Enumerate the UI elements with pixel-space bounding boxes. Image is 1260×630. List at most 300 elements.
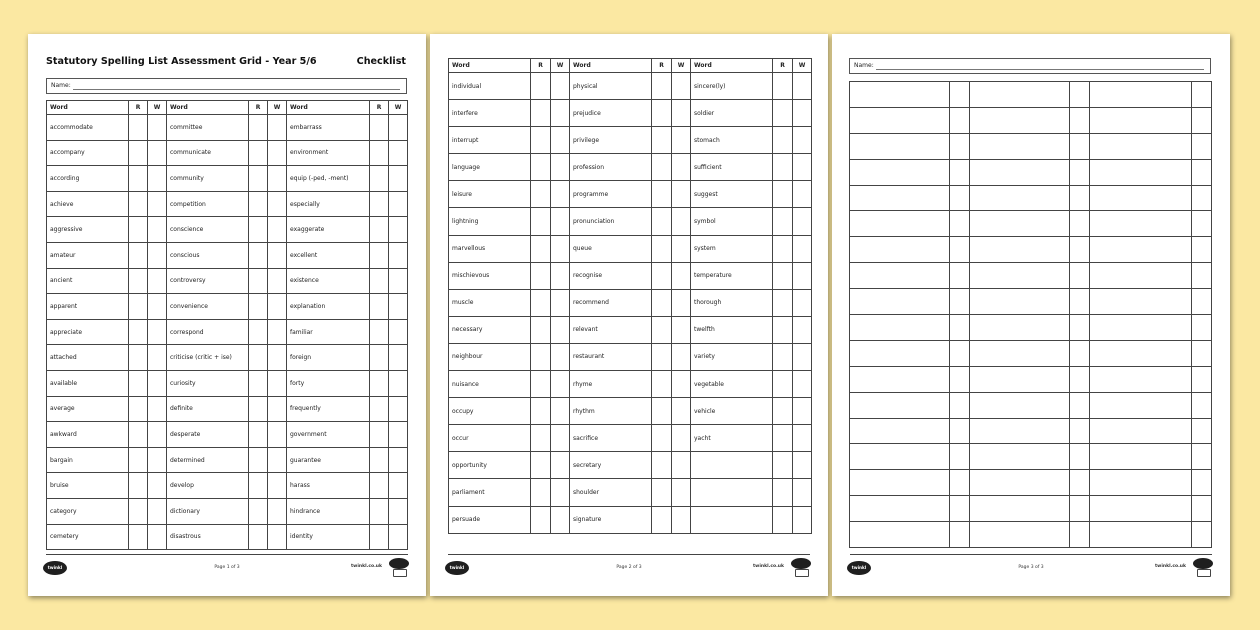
- read-checkbox-cell[interactable]: [249, 370, 268, 396]
- write-checkbox-cell[interactable]: [268, 345, 287, 371]
- blank-word-cell[interactable]: [850, 392, 950, 418]
- read-checkbox-cell[interactable]: [773, 154, 793, 181]
- write-checkbox-cell[interactable]: [672, 452, 691, 479]
- blank-word-cell[interactable]: [1090, 237, 1192, 263]
- blank-check-cell[interactable]: [1192, 470, 1212, 496]
- blank-word-cell[interactable]: [970, 289, 1070, 315]
- write-checkbox-cell[interactable]: [551, 398, 570, 425]
- write-checkbox-cell[interactable]: [148, 396, 167, 422]
- write-checkbox-cell[interactable]: [148, 294, 167, 320]
- blank-word-cell[interactable]: [850, 340, 950, 366]
- blank-word-cell[interactable]: [850, 470, 950, 496]
- read-checkbox-cell[interactable]: [652, 371, 672, 398]
- read-checkbox-cell[interactable]: [652, 154, 672, 181]
- read-checkbox-cell[interactable]: [531, 73, 551, 100]
- blank-word-cell[interactable]: [1090, 159, 1192, 185]
- blank-check-cell[interactable]: [950, 211, 970, 237]
- write-checkbox-cell[interactable]: [551, 181, 570, 208]
- blank-check-cell[interactable]: [1192, 133, 1212, 159]
- read-checkbox-cell[interactable]: [129, 422, 148, 448]
- write-checkbox-cell[interactable]: [551, 316, 570, 343]
- read-checkbox-cell[interactable]: [249, 242, 268, 268]
- blank-word-cell[interactable]: [850, 418, 950, 444]
- write-checkbox-cell[interactable]: [268, 140, 287, 166]
- blank-check-cell[interactable]: [1192, 82, 1212, 108]
- write-checkbox-cell[interactable]: [551, 289, 570, 316]
- write-checkbox-cell[interactable]: [268, 115, 287, 141]
- read-checkbox-cell[interactable]: [370, 524, 389, 550]
- write-checkbox-cell[interactable]: [672, 127, 691, 154]
- blank-check-cell[interactable]: [950, 340, 970, 366]
- write-checkbox-cell[interactable]: [389, 498, 408, 524]
- read-checkbox-cell[interactable]: [249, 294, 268, 320]
- write-checkbox-cell[interactable]: [389, 447, 408, 473]
- blank-check-cell[interactable]: [1070, 263, 1090, 289]
- read-checkbox-cell[interactable]: [652, 343, 672, 370]
- blank-check-cell[interactable]: [1070, 159, 1090, 185]
- write-checkbox-cell[interactable]: [672, 208, 691, 235]
- read-checkbox-cell[interactable]: [249, 447, 268, 473]
- blank-check-cell[interactable]: [950, 185, 970, 211]
- read-checkbox-cell[interactable]: [652, 208, 672, 235]
- blank-word-cell[interactable]: [970, 392, 1070, 418]
- write-checkbox-cell[interactable]: [268, 191, 287, 217]
- name-field[interactable]: [849, 58, 1211, 74]
- write-checkbox-cell[interactable]: [148, 191, 167, 217]
- write-checkbox-cell[interactable]: [793, 425, 812, 452]
- blank-word-cell[interactable]: [970, 366, 1070, 392]
- write-checkbox-cell[interactable]: [148, 422, 167, 448]
- blank-word-cell[interactable]: [1090, 496, 1192, 522]
- write-checkbox-cell[interactable]: [551, 208, 570, 235]
- read-checkbox-cell[interactable]: [531, 181, 551, 208]
- write-checkbox-cell[interactable]: [672, 398, 691, 425]
- read-checkbox-cell[interactable]: [773, 506, 793, 533]
- write-checkbox-cell[interactable]: [551, 262, 570, 289]
- read-checkbox-cell[interactable]: [249, 191, 268, 217]
- blank-word-cell[interactable]: [1090, 211, 1192, 237]
- write-checkbox-cell[interactable]: [268, 294, 287, 320]
- write-checkbox-cell[interactable]: [389, 524, 408, 550]
- write-checkbox-cell[interactable]: [148, 140, 167, 166]
- read-checkbox-cell[interactable]: [370, 473, 389, 499]
- read-checkbox-cell[interactable]: [370, 115, 389, 141]
- read-checkbox-cell[interactable]: [249, 473, 268, 499]
- blank-check-cell[interactable]: [1070, 496, 1090, 522]
- blank-word-cell[interactable]: [970, 470, 1070, 496]
- blank-check-cell[interactable]: [950, 289, 970, 315]
- read-checkbox-cell[interactable]: [129, 498, 148, 524]
- blank-check-cell[interactable]: [950, 237, 970, 263]
- blank-check-cell[interactable]: [950, 315, 970, 341]
- blank-check-cell[interactable]: [950, 470, 970, 496]
- read-checkbox-cell[interactable]: [370, 217, 389, 243]
- blank-word-cell[interactable]: [850, 107, 950, 133]
- read-checkbox-cell[interactable]: [129, 115, 148, 141]
- write-checkbox-cell[interactable]: [551, 127, 570, 154]
- write-checkbox-cell[interactable]: [793, 452, 812, 479]
- read-checkbox-cell[interactable]: [249, 422, 268, 448]
- blank-word-cell[interactable]: [850, 315, 950, 341]
- read-checkbox-cell[interactable]: [773, 398, 793, 425]
- blank-check-cell[interactable]: [1192, 496, 1212, 522]
- blank-check-cell[interactable]: [1070, 418, 1090, 444]
- write-checkbox-cell[interactable]: [672, 425, 691, 452]
- blank-check-cell[interactable]: [1070, 237, 1090, 263]
- blank-word-cell[interactable]: [850, 133, 950, 159]
- blank-check-cell[interactable]: [950, 496, 970, 522]
- blank-check-cell[interactable]: [1192, 159, 1212, 185]
- read-checkbox-cell[interactable]: [652, 506, 672, 533]
- blank-word-cell[interactable]: [1090, 315, 1192, 341]
- read-checkbox-cell[interactable]: [773, 343, 793, 370]
- blank-check-cell[interactable]: [950, 366, 970, 392]
- blank-word-cell[interactable]: [1090, 522, 1192, 548]
- read-checkbox-cell[interactable]: [531, 208, 551, 235]
- write-checkbox-cell[interactable]: [793, 235, 812, 262]
- write-checkbox-cell[interactable]: [268, 242, 287, 268]
- write-checkbox-cell[interactable]: [793, 316, 812, 343]
- blank-word-cell[interactable]: [1090, 418, 1192, 444]
- write-checkbox-cell[interactable]: [389, 473, 408, 499]
- write-checkbox-cell[interactable]: [268, 166, 287, 192]
- blank-word-cell[interactable]: [970, 82, 1070, 108]
- write-checkbox-cell[interactable]: [268, 473, 287, 499]
- blank-word-cell[interactable]: [1090, 185, 1192, 211]
- read-checkbox-cell[interactable]: [531, 506, 551, 533]
- read-checkbox-cell[interactable]: [129, 294, 148, 320]
- read-checkbox-cell[interactable]: [652, 289, 672, 316]
- read-checkbox-cell[interactable]: [249, 524, 268, 550]
- write-checkbox-cell[interactable]: [793, 154, 812, 181]
- blank-word-cell[interactable]: [970, 522, 1070, 548]
- read-checkbox-cell[interactable]: [773, 181, 793, 208]
- blank-word-cell[interactable]: [970, 444, 1070, 470]
- read-checkbox-cell[interactable]: [531, 154, 551, 181]
- write-checkbox-cell[interactable]: [389, 319, 408, 345]
- write-checkbox-cell[interactable]: [793, 73, 812, 100]
- write-checkbox-cell[interactable]: [793, 208, 812, 235]
- read-checkbox-cell[interactable]: [652, 127, 672, 154]
- write-checkbox-cell[interactable]: [551, 343, 570, 370]
- write-checkbox-cell[interactable]: [672, 154, 691, 181]
- read-checkbox-cell[interactable]: [249, 498, 268, 524]
- write-checkbox-cell[interactable]: [389, 422, 408, 448]
- read-checkbox-cell[interactable]: [773, 452, 793, 479]
- blank-check-cell[interactable]: [1070, 107, 1090, 133]
- read-checkbox-cell[interactable]: [129, 370, 148, 396]
- blank-check-cell[interactable]: [950, 444, 970, 470]
- read-checkbox-cell[interactable]: [531, 100, 551, 127]
- write-checkbox-cell[interactable]: [148, 217, 167, 243]
- read-checkbox-cell[interactable]: [249, 345, 268, 371]
- write-checkbox-cell[interactable]: [672, 371, 691, 398]
- read-checkbox-cell[interactable]: [370, 396, 389, 422]
- write-checkbox-cell[interactable]: [268, 524, 287, 550]
- read-checkbox-cell[interactable]: [370, 191, 389, 217]
- write-checkbox-cell[interactable]: [793, 289, 812, 316]
- read-checkbox-cell[interactable]: [773, 371, 793, 398]
- read-checkbox-cell[interactable]: [652, 398, 672, 425]
- blank-word-cell[interactable]: [970, 211, 1070, 237]
- read-checkbox-cell[interactable]: [531, 262, 551, 289]
- blank-check-cell[interactable]: [1070, 185, 1090, 211]
- blank-word-cell[interactable]: [1090, 82, 1192, 108]
- write-checkbox-cell[interactable]: [148, 115, 167, 141]
- read-checkbox-cell[interactable]: [249, 115, 268, 141]
- blank-word-cell[interactable]: [970, 237, 1070, 263]
- blank-word-cell[interactable]: [970, 315, 1070, 341]
- read-checkbox-cell[interactable]: [370, 140, 389, 166]
- write-checkbox-cell[interactable]: [148, 473, 167, 499]
- write-checkbox-cell[interactable]: [148, 242, 167, 268]
- write-checkbox-cell[interactable]: [148, 498, 167, 524]
- blank-check-cell[interactable]: [1192, 107, 1212, 133]
- blank-word-cell[interactable]: [1090, 263, 1192, 289]
- read-checkbox-cell[interactable]: [652, 181, 672, 208]
- write-checkbox-cell[interactable]: [389, 191, 408, 217]
- read-checkbox-cell[interactable]: [652, 452, 672, 479]
- read-checkbox-cell[interactable]: [531, 479, 551, 506]
- read-checkbox-cell[interactable]: [370, 498, 389, 524]
- write-checkbox-cell[interactable]: [551, 371, 570, 398]
- read-checkbox-cell[interactable]: [531, 398, 551, 425]
- blank-check-cell[interactable]: [950, 392, 970, 418]
- write-checkbox-cell[interactable]: [793, 127, 812, 154]
- blank-word-cell[interactable]: [1090, 366, 1192, 392]
- read-checkbox-cell[interactable]: [129, 140, 148, 166]
- write-checkbox-cell[interactable]: [551, 479, 570, 506]
- blank-check-cell[interactable]: [1192, 522, 1212, 548]
- read-checkbox-cell[interactable]: [531, 289, 551, 316]
- write-checkbox-cell[interactable]: [793, 398, 812, 425]
- blank-check-cell[interactable]: [1192, 366, 1212, 392]
- read-checkbox-cell[interactable]: [129, 166, 148, 192]
- write-checkbox-cell[interactable]: [148, 345, 167, 371]
- write-checkbox-cell[interactable]: [389, 115, 408, 141]
- blank-check-cell[interactable]: [1070, 289, 1090, 315]
- blank-word-cell[interactable]: [970, 185, 1070, 211]
- read-checkbox-cell[interactable]: [773, 479, 793, 506]
- read-checkbox-cell[interactable]: [370, 268, 389, 294]
- read-checkbox-cell[interactable]: [249, 217, 268, 243]
- read-checkbox-cell[interactable]: [531, 425, 551, 452]
- write-checkbox-cell[interactable]: [672, 235, 691, 262]
- blank-check-cell[interactable]: [1192, 315, 1212, 341]
- read-checkbox-cell[interactable]: [129, 319, 148, 345]
- blank-check-cell[interactable]: [950, 263, 970, 289]
- write-checkbox-cell[interactable]: [672, 262, 691, 289]
- read-checkbox-cell[interactable]: [652, 73, 672, 100]
- read-checkbox-cell[interactable]: [370, 345, 389, 371]
- blank-word-cell[interactable]: [1090, 107, 1192, 133]
- read-checkbox-cell[interactable]: [129, 473, 148, 499]
- blank-check-cell[interactable]: [1070, 444, 1090, 470]
- write-checkbox-cell[interactable]: [793, 371, 812, 398]
- read-checkbox-cell[interactable]: [249, 396, 268, 422]
- blank-word-cell[interactable]: [850, 237, 950, 263]
- write-checkbox-cell[interactable]: [268, 319, 287, 345]
- blank-check-cell[interactable]: [1192, 340, 1212, 366]
- write-checkbox-cell[interactable]: [389, 140, 408, 166]
- read-checkbox-cell[interactable]: [773, 316, 793, 343]
- blank-word-cell[interactable]: [1090, 340, 1192, 366]
- write-checkbox-cell[interactable]: [389, 370, 408, 396]
- blank-check-cell[interactable]: [1070, 366, 1090, 392]
- read-checkbox-cell[interactable]: [129, 242, 148, 268]
- read-checkbox-cell[interactable]: [531, 127, 551, 154]
- blank-check-cell[interactable]: [1192, 211, 1212, 237]
- write-checkbox-cell[interactable]: [148, 166, 167, 192]
- read-checkbox-cell[interactable]: [129, 396, 148, 422]
- read-checkbox-cell[interactable]: [531, 316, 551, 343]
- write-checkbox-cell[interactable]: [551, 154, 570, 181]
- write-checkbox-cell[interactable]: [793, 100, 812, 127]
- read-checkbox-cell[interactable]: [370, 370, 389, 396]
- write-checkbox-cell[interactable]: [551, 100, 570, 127]
- read-checkbox-cell[interactable]: [129, 217, 148, 243]
- blank-word-cell[interactable]: [850, 211, 950, 237]
- blank-check-cell[interactable]: [1070, 392, 1090, 418]
- write-checkbox-cell[interactable]: [268, 268, 287, 294]
- write-checkbox-cell[interactable]: [148, 319, 167, 345]
- blank-check-cell[interactable]: [1070, 82, 1090, 108]
- write-checkbox-cell[interactable]: [793, 181, 812, 208]
- write-checkbox-cell[interactable]: [148, 524, 167, 550]
- read-checkbox-cell[interactable]: [129, 345, 148, 371]
- write-checkbox-cell[interactable]: [551, 425, 570, 452]
- name-field[interactable]: [46, 78, 407, 94]
- blank-check-cell[interactable]: [1192, 185, 1212, 211]
- read-checkbox-cell[interactable]: [249, 268, 268, 294]
- blank-word-cell[interactable]: [850, 185, 950, 211]
- write-checkbox-cell[interactable]: [551, 506, 570, 533]
- write-checkbox-cell[interactable]: [148, 268, 167, 294]
- blank-word-cell[interactable]: [850, 444, 950, 470]
- blank-check-cell[interactable]: [950, 82, 970, 108]
- blank-check-cell[interactable]: [1192, 418, 1212, 444]
- blank-word-cell[interactable]: [850, 366, 950, 392]
- write-checkbox-cell[interactable]: [672, 73, 691, 100]
- blank-check-cell[interactable]: [1070, 315, 1090, 341]
- read-checkbox-cell[interactable]: [129, 191, 148, 217]
- read-checkbox-cell[interactable]: [652, 479, 672, 506]
- read-checkbox-cell[interactable]: [370, 319, 389, 345]
- write-checkbox-cell[interactable]: [268, 217, 287, 243]
- write-checkbox-cell[interactable]: [672, 289, 691, 316]
- blank-check-cell[interactable]: [950, 159, 970, 185]
- blank-check-cell[interactable]: [1192, 392, 1212, 418]
- write-checkbox-cell[interactable]: [793, 262, 812, 289]
- read-checkbox-cell[interactable]: [129, 524, 148, 550]
- write-checkbox-cell[interactable]: [148, 370, 167, 396]
- write-checkbox-cell[interactable]: [672, 506, 691, 533]
- read-checkbox-cell[interactable]: [370, 447, 389, 473]
- write-checkbox-cell[interactable]: [389, 294, 408, 320]
- blank-word-cell[interactable]: [970, 340, 1070, 366]
- read-checkbox-cell[interactable]: [773, 425, 793, 452]
- write-checkbox-cell[interactable]: [148, 447, 167, 473]
- read-checkbox-cell[interactable]: [773, 127, 793, 154]
- write-checkbox-cell[interactable]: [268, 447, 287, 473]
- blank-word-cell[interactable]: [850, 522, 950, 548]
- read-checkbox-cell[interactable]: [531, 343, 551, 370]
- read-checkbox-cell[interactable]: [773, 208, 793, 235]
- blank-word-cell[interactable]: [970, 418, 1070, 444]
- write-checkbox-cell[interactable]: [389, 268, 408, 294]
- write-checkbox-cell[interactable]: [672, 479, 691, 506]
- blank-word-cell[interactable]: [1090, 289, 1192, 315]
- write-checkbox-cell[interactable]: [268, 370, 287, 396]
- blank-check-cell[interactable]: [1070, 522, 1090, 548]
- write-checkbox-cell[interactable]: [389, 396, 408, 422]
- blank-word-cell[interactable]: [850, 289, 950, 315]
- write-checkbox-cell[interactable]: [793, 479, 812, 506]
- write-checkbox-cell[interactable]: [389, 345, 408, 371]
- blank-check-cell[interactable]: [1070, 133, 1090, 159]
- write-checkbox-cell[interactable]: [551, 73, 570, 100]
- blank-word-cell[interactable]: [1090, 133, 1192, 159]
- blank-word-cell[interactable]: [970, 107, 1070, 133]
- write-checkbox-cell[interactable]: [672, 316, 691, 343]
- write-checkbox-cell[interactable]: [389, 242, 408, 268]
- blank-check-cell[interactable]: [1192, 444, 1212, 470]
- write-checkbox-cell[interactable]: [389, 166, 408, 192]
- blank-check-cell[interactable]: [1070, 470, 1090, 496]
- blank-check-cell[interactable]: [1192, 237, 1212, 263]
- read-checkbox-cell[interactable]: [531, 452, 551, 479]
- read-checkbox-cell[interactable]: [531, 235, 551, 262]
- read-checkbox-cell[interactable]: [652, 262, 672, 289]
- blank-check-cell[interactable]: [1070, 211, 1090, 237]
- read-checkbox-cell[interactable]: [773, 100, 793, 127]
- read-checkbox-cell[interactable]: [773, 262, 793, 289]
- read-checkbox-cell[interactable]: [129, 447, 148, 473]
- blank-word-cell[interactable]: [970, 496, 1070, 522]
- read-checkbox-cell[interactable]: [370, 166, 389, 192]
- write-checkbox-cell[interactable]: [268, 498, 287, 524]
- write-checkbox-cell[interactable]: [672, 181, 691, 208]
- blank-word-cell[interactable]: [970, 133, 1070, 159]
- write-checkbox-cell[interactable]: [672, 100, 691, 127]
- blank-check-cell[interactable]: [950, 522, 970, 548]
- write-checkbox-cell[interactable]: [389, 217, 408, 243]
- blank-check-cell[interactable]: [950, 107, 970, 133]
- read-checkbox-cell[interactable]: [249, 319, 268, 345]
- write-checkbox-cell[interactable]: [268, 396, 287, 422]
- blank-word-cell[interactable]: [1090, 470, 1192, 496]
- blank-check-cell[interactable]: [1192, 289, 1212, 315]
- read-checkbox-cell[interactable]: [249, 166, 268, 192]
- write-checkbox-cell[interactable]: [551, 452, 570, 479]
- write-checkbox-cell[interactable]: [793, 506, 812, 533]
- blank-word-cell[interactable]: [1090, 444, 1192, 470]
- read-checkbox-cell[interactable]: [370, 294, 389, 320]
- read-checkbox-cell[interactable]: [652, 235, 672, 262]
- blank-word-cell[interactable]: [970, 159, 1070, 185]
- write-checkbox-cell[interactable]: [268, 422, 287, 448]
- read-checkbox-cell[interactable]: [370, 242, 389, 268]
- blank-word-cell[interactable]: [850, 159, 950, 185]
- read-checkbox-cell[interactable]: [773, 289, 793, 316]
- blank-check-cell[interactable]: [1070, 340, 1090, 366]
- blank-word-cell[interactable]: [850, 263, 950, 289]
- write-checkbox-cell[interactable]: [793, 343, 812, 370]
- read-checkbox-cell[interactable]: [129, 268, 148, 294]
- read-checkbox-cell[interactable]: [652, 425, 672, 452]
- blank-check-cell[interactable]: [950, 418, 970, 444]
- read-checkbox-cell[interactable]: [773, 73, 793, 100]
